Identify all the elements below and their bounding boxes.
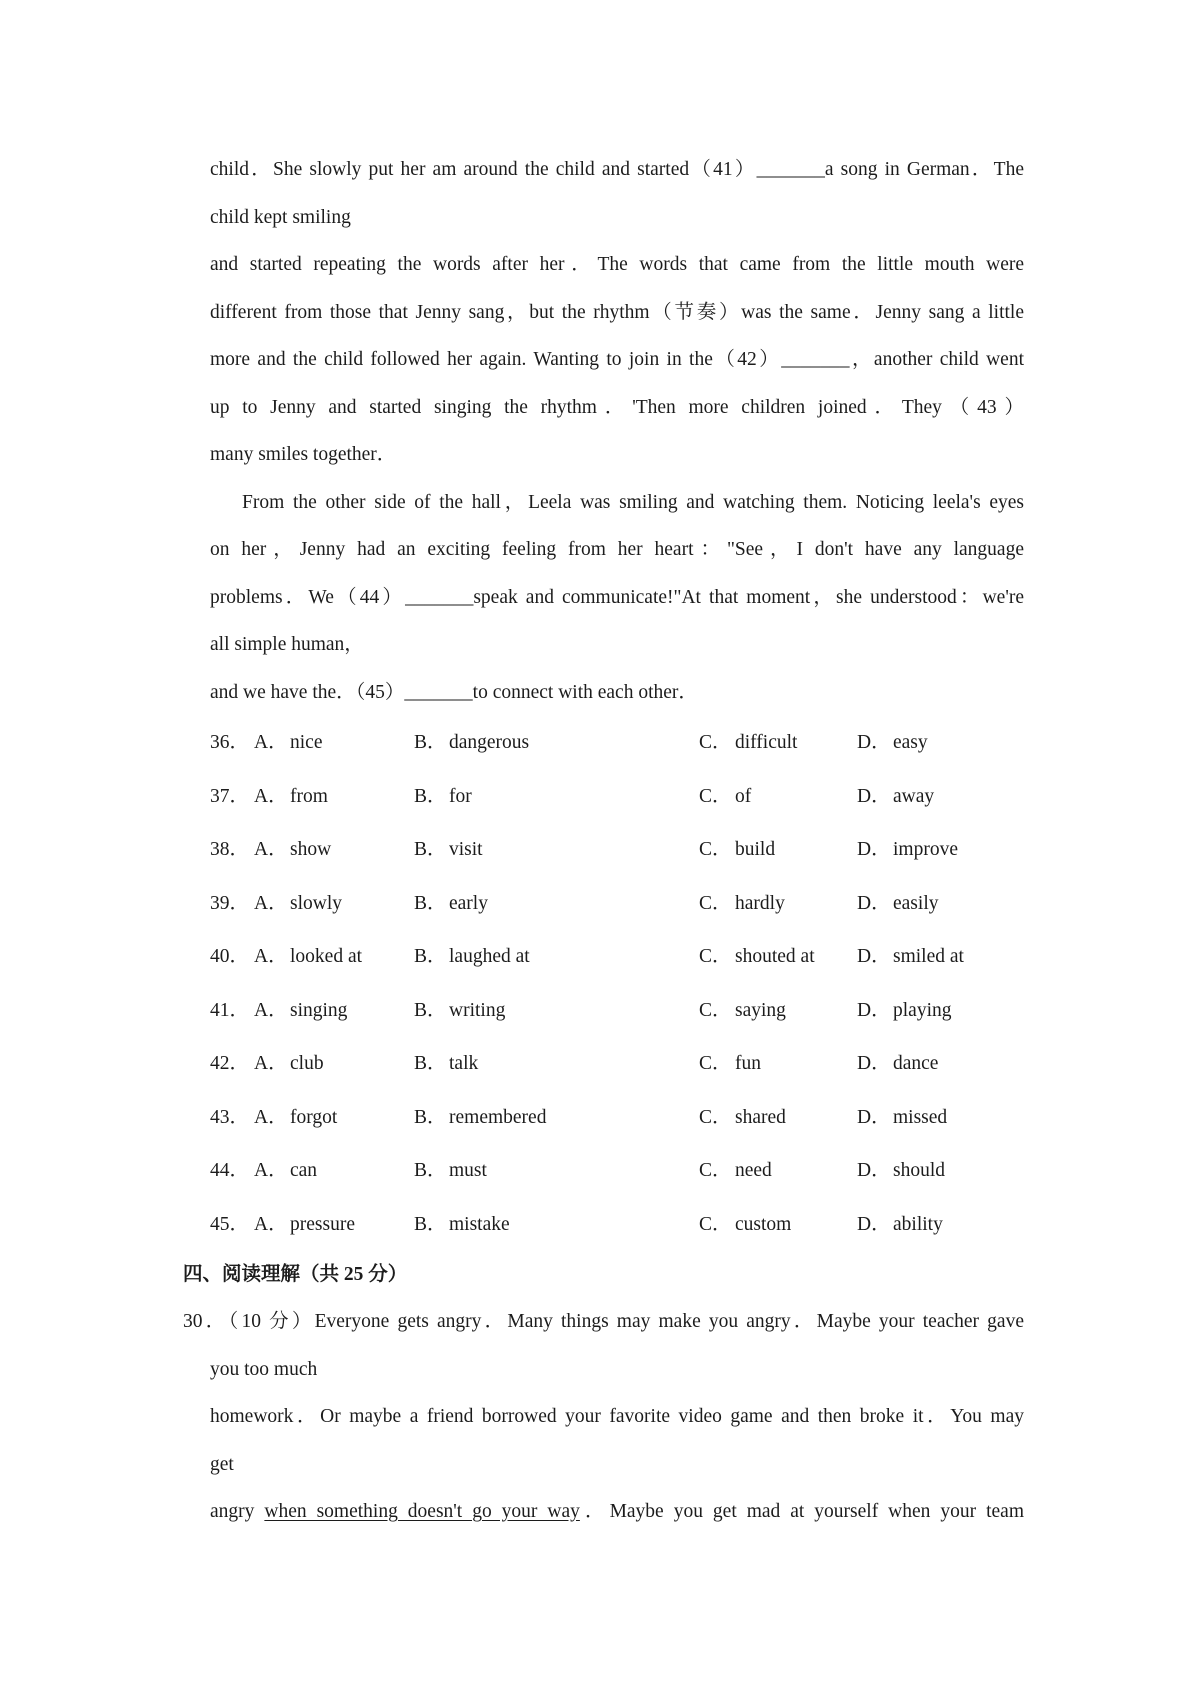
option-a-text: show: [290, 839, 332, 860]
option-d-text: smiled at: [893, 946, 964, 967]
option-d-text: should: [893, 1160, 946, 1181]
passage-line: more and the child followed her again. Wanting to join in the（42）_______，another child went: [210, 349, 1024, 370]
option-row: [210, 1091, 1024, 1145]
option-label-b: B．: [414, 892, 447, 914]
option-c-text: need: [735, 1160, 772, 1181]
question-line: get: [210, 1453, 234, 1475]
option-label-c: C．: [699, 946, 732, 967]
option-label-a: A．: [254, 999, 288, 1021]
option-label-a: A．: [254, 1160, 288, 1181]
question-text: ．Maybe you get mad at yourself when your team: [579, 1501, 1024, 1522]
question-number: 44．: [210, 1160, 250, 1181]
option-d-text: dance: [893, 1053, 939, 1074]
option-label-a: A．: [254, 892, 288, 914]
option-b-text: mistake: [449, 1213, 510, 1235]
option-a-text: slowly: [290, 892, 343, 914]
reading-question-30: [183, 1298, 1024, 1536]
answer-options: [210, 716, 1024, 1251]
option-d-text: easy: [893, 732, 928, 753]
option-row: [210, 877, 1024, 931]
option-d-text: missed: [893, 1106, 948, 1128]
option-row: [210, 1198, 1024, 1252]
option-d-text: improve: [893, 839, 958, 860]
option-c-text: saying: [735, 999, 786, 1021]
option-a-text: nice: [290, 732, 323, 753]
option-d-text: away: [893, 785, 935, 807]
option-c-text: difficult: [735, 732, 798, 753]
option-label-d: D．: [857, 1160, 891, 1181]
option-b-text: laughed at: [449, 946, 530, 967]
option-c-text: shouted at: [735, 946, 815, 967]
option-label-d: D．: [857, 732, 891, 753]
question-number: 36．: [210, 732, 250, 753]
option-label-b: B．: [414, 785, 447, 807]
question-text: angry: [210, 1501, 265, 1522]
underlined-phrase: when something doesn't go your way: [264, 1501, 580, 1522]
question-number: 39．: [210, 892, 250, 914]
option-label-d: D．: [857, 946, 891, 967]
option-b-text: dangerous: [449, 732, 530, 753]
option-row: [210, 984, 1024, 1038]
passage-line: and we have the．（45）_______to connect with each other．: [210, 681, 698, 703]
option-row: [210, 1144, 1024, 1198]
question-number: 42．: [210, 1053, 250, 1074]
option-label-a: A．: [254, 1106, 288, 1128]
option-a-text: can: [290, 1160, 318, 1181]
option-a-text: singing: [290, 999, 348, 1021]
option-b-text: remembered: [449, 1106, 547, 1128]
question-number: 45．: [210, 1213, 250, 1235]
option-label-a: A．: [254, 1053, 288, 1074]
question-line: 30．（10 分）Everyone gets angry．Many things may make you angry．Maybe your teacher gave: [183, 1311, 1024, 1332]
option-label-a: A．: [254, 1213, 288, 1235]
question-number: 41．: [210, 999, 250, 1021]
option-row: [210, 930, 1024, 984]
option-d-text: playing: [893, 999, 952, 1021]
option-label-c: C．: [699, 1213, 732, 1235]
option-label-a: A．: [254, 732, 288, 753]
option-label-d: D．: [857, 999, 891, 1021]
option-row: [210, 716, 1024, 770]
option-label-b: B．: [414, 1213, 447, 1235]
option-label-b: B．: [414, 732, 447, 753]
option-label-c: C．: [699, 1053, 732, 1074]
passage-line: up to Jenny and started singing the rhythm．'Then more children joined．They（43）: [210, 396, 1024, 418]
question-line: homework．Or maybe a friend borrowed your favorite video game and then broke it．You may: [210, 1406, 1024, 1427]
option-label-d: D．: [857, 892, 891, 914]
passage-line: problems．We（44）_______speak and communicate!"At that moment，she understood：we're: [210, 586, 1024, 608]
option-c-text: custom: [735, 1213, 792, 1235]
option-label-d: D．: [857, 785, 891, 807]
passage-line: child kept smiling: [210, 206, 351, 228]
option-label-b: B．: [414, 1106, 447, 1128]
option-label-c: C．: [699, 892, 732, 914]
option-label-d: D．: [857, 1213, 891, 1235]
passage-line: different from those that Jenny sang，but the rhythm（节奏）was the same．Jenny sang a little: [210, 301, 1024, 323]
section-heading: 四、阅读理解（共 25 分）: [183, 1264, 408, 1285]
question-line: [183, 1488, 1024, 1536]
option-c-text: shared: [735, 1106, 786, 1128]
option-label-b: B．: [414, 1053, 447, 1074]
option-label-b: B．: [414, 946, 447, 967]
option-label-c: C．: [699, 839, 732, 860]
option-label-c: C．: [699, 1106, 732, 1128]
option-label-c: C．: [699, 999, 732, 1021]
option-row: [210, 1037, 1024, 1091]
option-b-text: writing: [449, 999, 506, 1021]
option-label-a: A．: [254, 785, 288, 807]
option-a-text: forgot: [290, 1106, 338, 1128]
option-b-text: must: [449, 1160, 487, 1181]
option-a-text: looked at: [290, 946, 363, 967]
option-label-a: A．: [254, 946, 288, 967]
passage-line: all simple human，: [210, 634, 364, 655]
option-row: [210, 823, 1024, 877]
option-d-text: easily: [893, 892, 939, 914]
question-number: 37．: [210, 785, 250, 807]
passage-line: and started repeating the words after her．The words that came from the little mouth were: [210, 254, 1024, 275]
question-number: 38．: [210, 839, 250, 860]
option-b-text: for: [449, 785, 472, 807]
option-label-a: A．: [254, 839, 288, 860]
option-c-text: of: [735, 785, 752, 807]
question-line: you too much: [210, 1358, 318, 1380]
option-b-text: talk: [449, 1053, 479, 1074]
option-row: [210, 770, 1024, 824]
option-c-text: fun: [735, 1053, 761, 1074]
option-a-text: club: [290, 1053, 324, 1074]
option-b-text: early: [449, 892, 488, 914]
option-label-c: C．: [699, 732, 732, 753]
passage-line: on her，Jenny had an exciting feeling from her heart："See，I don't have any language: [210, 539, 1024, 560]
option-c-text: build: [735, 839, 776, 860]
option-a-text: pressure: [290, 1213, 355, 1235]
option-label-b: B．: [414, 839, 447, 860]
passage-line: From the other side of the hall，Leela was smiling and watching them. Noticing leela's eyes: [242, 491, 1024, 513]
option-d-text: ability: [893, 1213, 943, 1235]
option-label-b: B．: [414, 999, 447, 1021]
option-a-text: from: [290, 785, 328, 807]
question-number: 40．: [210, 946, 250, 967]
option-label-d: D．: [857, 1106, 891, 1128]
option-label-c: C．: [699, 785, 732, 807]
option-label-c: C．: [699, 1160, 732, 1181]
question-number: 43．: [210, 1106, 250, 1128]
passage-line: many smiles together．: [210, 444, 397, 465]
option-label-d: D．: [857, 839, 891, 860]
option-b-text: visit: [449, 839, 483, 860]
option-label-b: B．: [414, 1160, 447, 1181]
cloze-passage: [210, 146, 1024, 716]
option-c-text: hardly: [735, 892, 785, 914]
passage-line: child．She slowly put her am around the child and started（41）_______a song in German．The: [210, 159, 1024, 180]
option-label-d: D．: [857, 1053, 891, 1074]
